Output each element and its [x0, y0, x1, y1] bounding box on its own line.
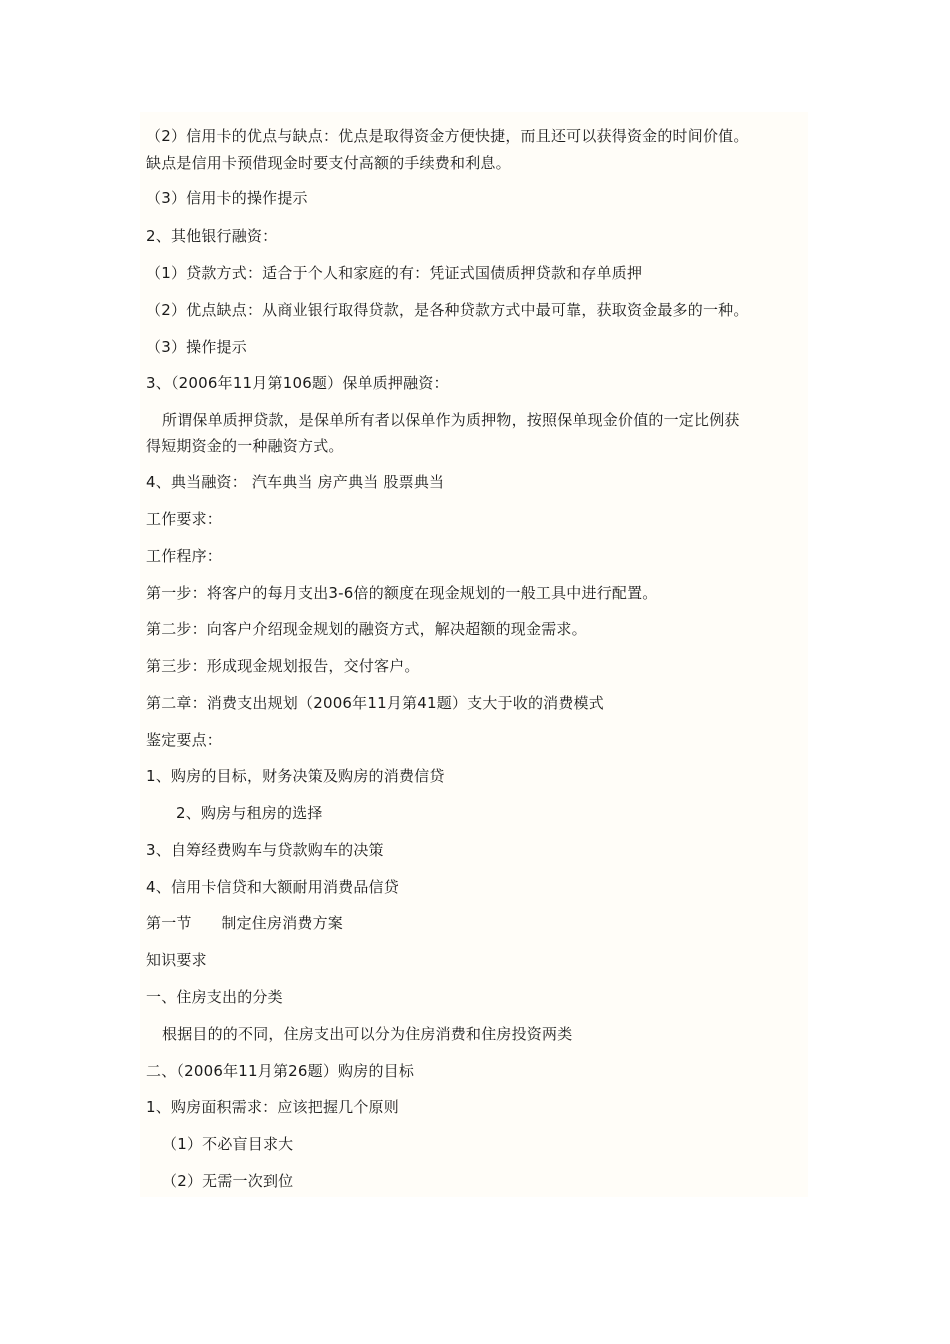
text-line-credit-card-cons-detail: 缺点是信用卡预借现金时要支付高额的手续费和利息。 — [146, 154, 511, 172]
text-line-policy-pledge-definition: 所谓保单质押贷款，是保单所有者以保单作为质押物，按照保单现金价值的一定比例获 — [162, 411, 740, 429]
text-line-not-blindly-large: （1）不必盲目求大 — [162, 1135, 294, 1153]
text-line-loan-pros-cons: （2）优点缺点：从商业银行取得贷款，是各种贷款方式中最可靠，获取资金最多的一种。 — [146, 301, 749, 319]
text-line-step-three: 第三步：形成现金规划报告，交付客户。 — [146, 657, 420, 675]
text-line-purchase-goals: 二、（2006年11月第26题）购房的目标 — [146, 1062, 415, 1080]
text-line-chapter-two: 第二章：消费支出规划（2006年11月第41题）支大于收的消费模式 — [146, 694, 604, 712]
text-line-knowledge-requirements: 知识要求 — [146, 951, 207, 969]
text-line-area-needs: 1、购房面积需求：应该把握几个原则 — [146, 1098, 399, 1116]
text-line-work-requirements: 工作要求： — [146, 510, 223, 528]
text-line-loan-methods: （1）贷款方式：适合于个人和家庭的有：凭证式国债质押贷款和存单质押 — [146, 264, 643, 282]
text-line-point-four: 4、信用卡信贷和大额耐用消费品信贷 — [146, 878, 399, 896]
text-line-key-points: 鉴定要点： — [146, 731, 223, 749]
text-line-credit-card-pros-cons: （2）信用卡的优点与缺点：优点是取得资金方便快捷，而且还可以获得资金的时间价值。 — [146, 127, 749, 145]
text-line-section-one: 第一节 制定住房消费方案 — [146, 914, 344, 932]
text-line-housing-expense-detail: 根据目的的不同，住房支出可以分为住房消费和住房投资两类 — [162, 1025, 573, 1043]
text-line-point-one: 1、购房的目标，财务决策及购房的消费信贷 — [146, 767, 445, 785]
text-line-step-two: 第二步：向客户介绍现金规划的融资方式，解决超额的现金需求。 — [146, 620, 587, 638]
text-line-policy-pledge-heading: 3、（2006年11月第106题）保单质押融资： — [146, 374, 449, 392]
text-line-work-procedure: 工作程序： — [146, 547, 223, 565]
text-line-point-three: 3、自筹经费购车与贷款购车的决策 — [146, 841, 384, 859]
text-line-credit-card-operation: （3）信用卡的操作提示 — [146, 189, 308, 207]
text-line-policy-pledge-definition-cont: 得短期资金的一种融资方式。 — [146, 437, 344, 455]
text-line-operation-tips: （3）操作提示 — [146, 338, 247, 356]
text-line-step-one: 第一步：将客户的每月支出3-6倍的额度在现金规划的一般工具中进行配置。 — [146, 584, 658, 602]
text-line-housing-expense-classification: 一、住房支出的分类 — [146, 988, 283, 1006]
text-line-point-two: 2、购房与租房的选择 — [176, 804, 323, 822]
text-line-other-bank-financing: 2、其他银行融资： — [146, 227, 278, 245]
text-line-pawn-financing: 4、典当融资： 汽车典当 房产典当 股票典当 — [146, 473, 445, 491]
text-line-no-need-one-step: （2）无需一次到位 — [162, 1172, 294, 1190]
